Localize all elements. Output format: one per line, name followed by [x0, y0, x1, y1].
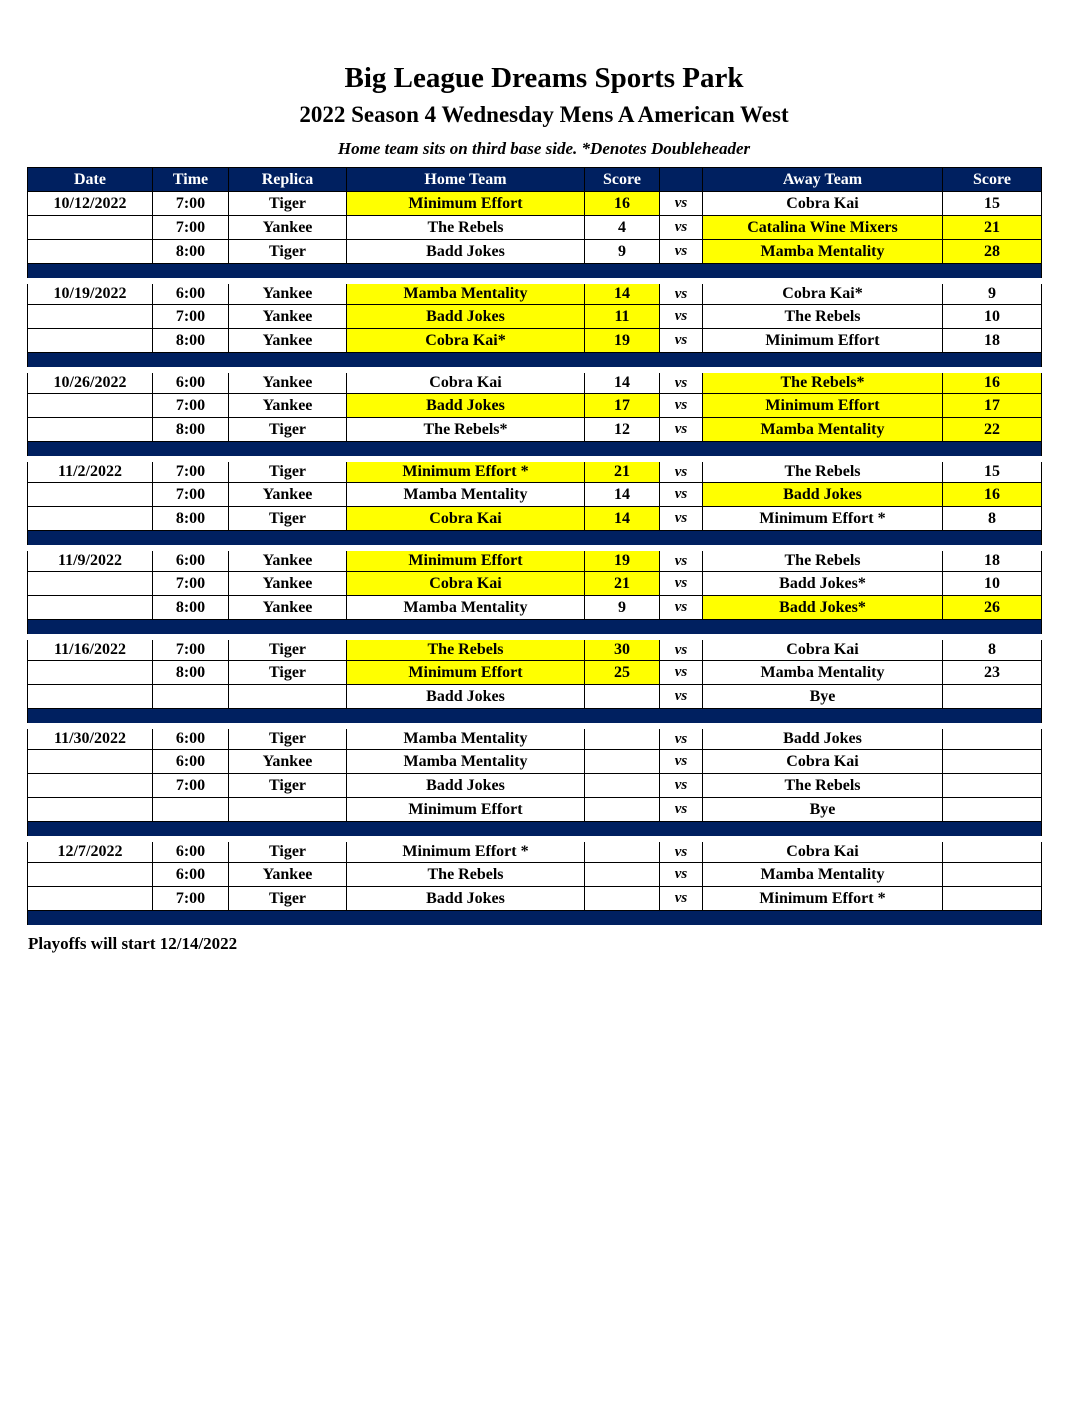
game-row	[28, 572, 1042, 596]
replica-cell: Tiger	[229, 637, 347, 661]
replica-cell: Tiger	[229, 240, 347, 264]
home-team-cell: Minimum Effort *	[347, 839, 585, 863]
schedule-table	[27, 167, 1042, 931]
away-team-cell: Mamba Mentality	[703, 418, 943, 442]
replica-cell: Tiger	[229, 726, 347, 750]
replica-cell: Tiger	[229, 839, 347, 863]
separator-bar	[28, 353, 1042, 370]
date-cell: 10/26/2022	[28, 370, 153, 394]
home-team-cell: Cobra Kai*	[347, 329, 585, 353]
away-team-cell: Bye	[703, 798, 943, 822]
vs-cell: vs	[660, 483, 703, 507]
time-cell: 7:00	[153, 572, 229, 596]
home-team-cell: Mamba Mentality	[347, 750, 585, 774]
home-team-cell: Minimum Effort	[347, 548, 585, 572]
home-team-cell: Cobra Kai	[347, 572, 585, 596]
replica-cell: Yankee	[229, 329, 347, 353]
game-row	[28, 281, 1042, 305]
away-team-cell: Minimum Effort *	[703, 507, 943, 531]
separator-row	[28, 353, 1042, 370]
date-cell	[28, 774, 153, 798]
home-team-cell: Minimum Effort	[347, 192, 585, 216]
separator-bar	[28, 822, 1042, 839]
date-cell: 10/12/2022	[28, 192, 153, 216]
replica-cell: Tiger	[229, 459, 347, 483]
home-score-cell	[585, 887, 660, 911]
away-score-cell	[943, 774, 1042, 798]
game-row	[28, 418, 1042, 442]
time-cell	[153, 685, 229, 709]
vs-cell: vs	[660, 281, 703, 305]
game-row	[28, 726, 1042, 750]
vs-cell: vs	[660, 507, 703, 531]
vs-cell: vs	[660, 370, 703, 394]
away-team-cell: Mamba Mentality	[703, 863, 943, 887]
game-row	[28, 394, 1042, 418]
page-subtitle: 2022 Season 4 Wednesday Mens A American West	[299, 102, 789, 128]
time-cell: 7:00	[153, 637, 229, 661]
date-cell	[28, 661, 153, 685]
separator-row	[28, 911, 1042, 928]
home-score-cell: 12	[585, 418, 660, 442]
date-cell: 10/19/2022	[28, 281, 153, 305]
away-team-cell: The Rebels	[703, 459, 943, 483]
away-score-cell	[943, 887, 1042, 911]
home-team-cell: The Rebels	[347, 863, 585, 887]
away-team-cell: Cobra Kai	[703, 192, 943, 216]
date-cell	[28, 750, 153, 774]
away-score-cell: 16	[943, 370, 1042, 394]
away-score-cell: 17	[943, 394, 1042, 418]
date-cell	[28, 216, 153, 240]
date-cell	[28, 418, 153, 442]
away-team-cell: The Rebels*	[703, 370, 943, 394]
vs-cell: vs	[660, 774, 703, 798]
date-cell	[28, 596, 153, 620]
separator-bar	[28, 531, 1042, 548]
away-team-cell: The Rebels	[703, 305, 943, 329]
away-team-cell: Cobra Kai	[703, 750, 943, 774]
away-team-cell: Cobra Kai*	[703, 281, 943, 305]
away-score-cell: 18	[943, 329, 1042, 353]
time-cell: 6:00	[153, 863, 229, 887]
time-cell: 6:00	[153, 281, 229, 305]
home-score-cell: 14	[585, 483, 660, 507]
game-row	[28, 370, 1042, 394]
header-home-team: Home Team	[347, 168, 585, 192]
home-team-cell: Badd Jokes	[347, 305, 585, 329]
time-cell: 8:00	[153, 418, 229, 442]
separator-row	[28, 709, 1042, 726]
date-cell	[28, 507, 153, 531]
away-team-cell: Badd Jokes	[703, 726, 943, 750]
game-row	[28, 240, 1042, 264]
home-team-cell: Mamba Mentality	[347, 483, 585, 507]
replica-cell: Yankee	[229, 572, 347, 596]
table-header-row	[28, 168, 1042, 192]
away-score-cell	[943, 685, 1042, 709]
game-row	[28, 685, 1042, 709]
time-cell: 7:00	[153, 459, 229, 483]
game-row	[28, 459, 1042, 483]
replica-cell: Tiger	[229, 887, 347, 911]
away-score-cell: 10	[943, 572, 1042, 596]
header-away-team: Away Team	[703, 168, 943, 192]
replica-cell: Tiger	[229, 507, 347, 531]
away-score-cell: 21	[943, 216, 1042, 240]
vs-cell: vs	[660, 661, 703, 685]
time-cell: 8:00	[153, 596, 229, 620]
separator-bar	[28, 620, 1042, 637]
home-score-cell: 21	[585, 459, 660, 483]
time-cell: 6:00	[153, 726, 229, 750]
separator-bar	[28, 709, 1042, 726]
vs-cell: vs	[660, 394, 703, 418]
game-row	[28, 839, 1042, 863]
home-score-cell: 21	[585, 572, 660, 596]
time-cell	[153, 798, 229, 822]
replica-cell: Yankee	[229, 394, 347, 418]
time-cell: 7:00	[153, 483, 229, 507]
home-score-cell: 9	[585, 240, 660, 264]
date-cell	[28, 394, 153, 418]
replica-cell: Tiger	[229, 418, 347, 442]
date-cell	[28, 887, 153, 911]
home-score-cell: 19	[585, 548, 660, 572]
date-cell: 11/16/2022	[28, 637, 153, 661]
separator-row	[28, 620, 1042, 637]
date-cell: 11/30/2022	[28, 726, 153, 750]
home-score-cell: 14	[585, 507, 660, 531]
header-time: Time	[153, 168, 229, 192]
vs-cell: vs	[660, 329, 703, 353]
date-cell: 11/9/2022	[28, 548, 153, 572]
separator-row	[28, 264, 1042, 281]
vs-cell: vs	[660, 240, 703, 264]
replica-cell: Yankee	[229, 750, 347, 774]
vs-cell: vs	[660, 798, 703, 822]
game-row	[28, 637, 1042, 661]
away-team-cell: The Rebels	[703, 548, 943, 572]
separator-row	[28, 442, 1042, 459]
away-team-cell: Mamba Mentality	[703, 240, 943, 264]
vs-cell: vs	[660, 863, 703, 887]
schedule-body	[28, 192, 1042, 928]
home-score-cell	[585, 798, 660, 822]
away-score-cell	[943, 726, 1042, 750]
home-team-cell: The Rebels*	[347, 418, 585, 442]
game-row	[28, 596, 1042, 620]
home-team-cell: Mamba Mentality	[347, 596, 585, 620]
vs-cell: vs	[660, 192, 703, 216]
time-cell: 8:00	[153, 329, 229, 353]
game-row	[28, 887, 1042, 911]
away-score-cell	[943, 839, 1042, 863]
home-score-cell: 14	[585, 370, 660, 394]
home-score-cell: 14	[585, 281, 660, 305]
away-team-cell: Mamba Mentality	[703, 661, 943, 685]
vs-cell: vs	[660, 572, 703, 596]
replica-cell	[229, 685, 347, 709]
away-score-cell	[943, 798, 1042, 822]
replica-cell: Yankee	[229, 548, 347, 572]
away-score-cell: 26	[943, 596, 1042, 620]
home-team-cell: Badd Jokes	[347, 685, 585, 709]
game-row	[28, 483, 1042, 507]
game-row	[28, 216, 1042, 240]
replica-cell: Yankee	[229, 370, 347, 394]
home-score-cell: 11	[585, 305, 660, 329]
away-team-cell: Catalina Wine Mixers	[703, 216, 943, 240]
replica-cell: Yankee	[229, 863, 347, 887]
vs-cell: vs	[660, 839, 703, 863]
replica-cell: Tiger	[229, 774, 347, 798]
time-cell: 6:00	[153, 548, 229, 572]
replica-cell	[229, 798, 347, 822]
vs-cell: vs	[660, 305, 703, 329]
separator-bar	[28, 911, 1042, 928]
date-cell	[28, 572, 153, 596]
away-score-cell: 15	[943, 459, 1042, 483]
vs-cell: vs	[660, 596, 703, 620]
vs-cell: vs	[660, 685, 703, 709]
game-row	[28, 863, 1042, 887]
game-row	[28, 798, 1042, 822]
time-cell: 8:00	[153, 507, 229, 531]
home-score-cell	[585, 726, 660, 750]
home-score-cell: 4	[585, 216, 660, 240]
replica-cell: Yankee	[229, 483, 347, 507]
time-cell: 6:00	[153, 370, 229, 394]
home-team-cell: Minimum Effort	[347, 661, 585, 685]
replica-cell: Yankee	[229, 281, 347, 305]
header-home-score: Score	[585, 168, 660, 192]
replica-cell: Tiger	[229, 192, 347, 216]
header-away-score: Score	[943, 168, 1042, 192]
away-team-cell: Badd Jokes*	[703, 572, 943, 596]
date-cell	[28, 329, 153, 353]
home-team-cell: Mamba Mentality	[347, 281, 585, 305]
game-row	[28, 329, 1042, 353]
vs-cell: vs	[660, 548, 703, 572]
separator-bar	[28, 442, 1042, 459]
header-date: Date	[28, 168, 153, 192]
home-team-cell: Mamba Mentality	[347, 726, 585, 750]
page-title: Big League Dreams Sports Park	[344, 62, 744, 94]
game-row	[28, 305, 1042, 329]
vs-cell: vs	[660, 459, 703, 483]
away-team-cell: Minimum Effort	[703, 329, 943, 353]
away-score-cell: 22	[943, 418, 1042, 442]
separator-row	[28, 822, 1042, 839]
time-cell: 7:00	[153, 216, 229, 240]
playoffs-note: Playoffs will start 12/14/2022	[28, 933, 238, 953]
away-score-cell: 9	[943, 281, 1042, 305]
away-score-cell: 15	[943, 192, 1042, 216]
away-score-cell: 16	[943, 483, 1042, 507]
date-cell	[28, 305, 153, 329]
away-score-cell: 28	[943, 240, 1042, 264]
home-team-cell: Badd Jokes	[347, 240, 585, 264]
date-cell	[28, 863, 153, 887]
home-score-cell	[585, 774, 660, 798]
away-score-cell: 8	[943, 637, 1042, 661]
home-team-cell: Cobra Kai	[347, 507, 585, 531]
vs-cell: vs	[660, 726, 703, 750]
away-team-cell: Badd Jokes*	[703, 596, 943, 620]
home-score-cell: 19	[585, 329, 660, 353]
game-row	[28, 507, 1042, 531]
game-row	[28, 548, 1042, 572]
away-score-cell	[943, 863, 1042, 887]
home-team-cell: Cobra Kai	[347, 370, 585, 394]
home-score-cell: 16	[585, 192, 660, 216]
date-cell	[28, 240, 153, 264]
away-team-cell: Minimum Effort	[703, 394, 943, 418]
home-team-cell: The Rebels	[347, 216, 585, 240]
home-score-cell: 9	[585, 596, 660, 620]
away-team-cell: Cobra Kai	[703, 839, 943, 863]
time-cell: 6:00	[153, 839, 229, 863]
home-score-cell	[585, 750, 660, 774]
away-team-cell: Cobra Kai	[703, 637, 943, 661]
home-score-cell: 25	[585, 661, 660, 685]
vs-cell: vs	[660, 216, 703, 240]
home-score-cell: 30	[585, 637, 660, 661]
home-team-cell: Minimum Effort *	[347, 459, 585, 483]
away-score-cell: 23	[943, 661, 1042, 685]
away-score-cell	[943, 750, 1042, 774]
home-team-cell: Badd Jokes	[347, 774, 585, 798]
separator-row	[28, 531, 1042, 548]
vs-cell: vs	[660, 418, 703, 442]
header-vs	[660, 168, 703, 192]
time-cell: 7:00	[153, 774, 229, 798]
time-cell: 7:00	[153, 394, 229, 418]
replica-cell: Yankee	[229, 216, 347, 240]
away-team-cell: The Rebels	[703, 774, 943, 798]
home-team-cell: Badd Jokes	[347, 887, 585, 911]
time-cell: 7:00	[153, 192, 229, 216]
home-score-cell: 17	[585, 394, 660, 418]
date-cell: 11/2/2022	[28, 459, 153, 483]
away-team-cell: Bye	[703, 685, 943, 709]
home-team-cell: The Rebels	[347, 637, 585, 661]
date-cell	[28, 685, 153, 709]
time-cell: 8:00	[153, 240, 229, 264]
time-cell: 7:00	[153, 305, 229, 329]
vs-cell: vs	[660, 887, 703, 911]
replica-cell: Tiger	[229, 661, 347, 685]
home-score-cell	[585, 839, 660, 863]
game-row	[28, 750, 1042, 774]
vs-cell: vs	[660, 750, 703, 774]
separator-bar	[28, 264, 1042, 281]
game-row	[28, 661, 1042, 685]
header-replica: Replica	[229, 168, 347, 192]
date-cell: 12/7/2022	[28, 839, 153, 863]
game-row	[28, 774, 1042, 798]
away-score-cell: 10	[943, 305, 1042, 329]
vs-cell: vs	[660, 637, 703, 661]
home-team-cell: Minimum Effort	[347, 798, 585, 822]
home-team-cell: Badd Jokes	[347, 394, 585, 418]
time-cell: 7:00	[153, 887, 229, 911]
away-score-cell: 8	[943, 507, 1042, 531]
home-score-cell	[585, 863, 660, 887]
replica-cell: Yankee	[229, 305, 347, 329]
home-team-note: Home team sits on third base side. *Denotes Doubleheader	[337, 139, 751, 159]
away-team-cell: Badd Jokes	[703, 483, 943, 507]
away-score-cell: 18	[943, 548, 1042, 572]
game-row	[28, 192, 1042, 216]
home-score-cell	[585, 685, 660, 709]
date-cell	[28, 798, 153, 822]
time-cell: 6:00	[153, 750, 229, 774]
time-cell: 8:00	[153, 661, 229, 685]
away-team-cell: Minimum Effort *	[703, 887, 943, 911]
replica-cell: Yankee	[229, 596, 347, 620]
date-cell	[28, 483, 153, 507]
